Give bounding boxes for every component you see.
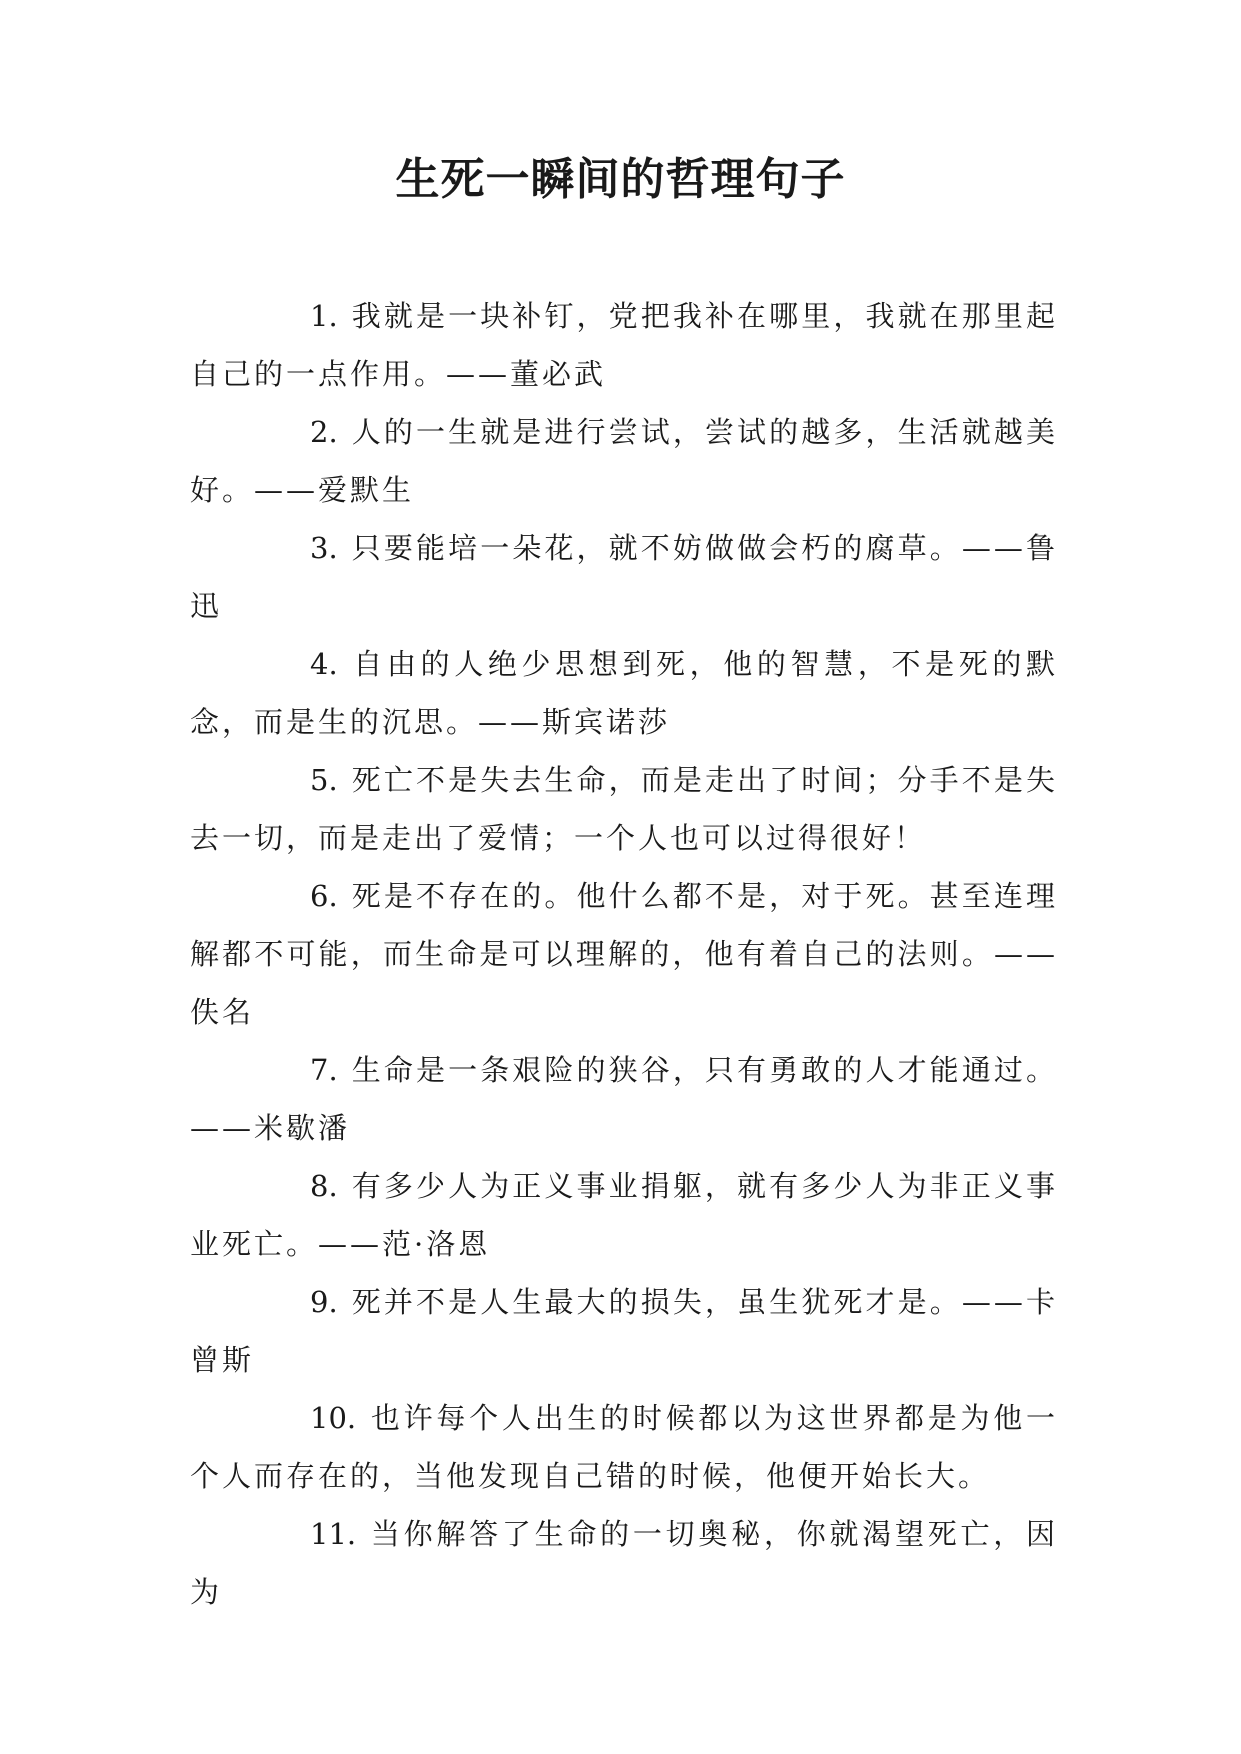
- quote-number: 7.: [310, 1053, 338, 1087]
- quote-item-7: [190, 1041, 1058, 1157]
- quote-list: [190, 287, 1058, 1621]
- quote-number: 1.: [310, 299, 338, 333]
- quote-text: 自由的人绝少思想到死，他的智慧，不是死的默念，而是生的沉思。——斯宾诺莎: [190, 647, 1058, 739]
- quote-number: 6.: [310, 879, 338, 913]
- quote-item-9: [190, 1273, 1058, 1389]
- quote-item-6: [190, 867, 1058, 1041]
- quote-item-10: [190, 1389, 1058, 1505]
- quote-number: 4.: [310, 647, 338, 681]
- quote-text: 生命是一条艰险的狭谷，只有勇敢的人才能通过。——米歇潘: [190, 1053, 1058, 1145]
- quote-number: 3.: [310, 531, 338, 565]
- quote-number: 5.: [310, 763, 338, 797]
- quote-item-2: [190, 403, 1058, 519]
- quote-item-5: [190, 751, 1058, 867]
- quote-item-1: [190, 287, 1058, 403]
- quote-number: 2.: [310, 415, 338, 449]
- quote-item-11: [190, 1505, 1058, 1621]
- quote-number: 9.: [310, 1285, 338, 1319]
- quote-text: 人的一生就是进行尝试，尝试的越多，生活就越美好。——爱默生: [190, 415, 1058, 507]
- quote-text: 死并不是人生最大的损失，虽生犹死才是。——卡曾斯: [190, 1285, 1058, 1377]
- quote-text: 我就是一块补钉，党把我补在哪里，我就在那里起自己的一点作用。——董必武: [190, 299, 1058, 391]
- quote-number: 11.: [310, 1517, 357, 1551]
- quote-text: 也许每个人出生的时候都以为这世界都是为他一个人而存在的，当他发现自己错的时候，他便开始长大。: [190, 1401, 1058, 1493]
- quote-text: 当你解答了生命的一切奥秘，你就渴望死亡，因为: [190, 1517, 1058, 1609]
- quote-number: 10.: [310, 1401, 357, 1435]
- quote-item-3: [190, 519, 1058, 635]
- quote-number: 8.: [310, 1169, 338, 1203]
- page-title: 生死一瞬间的哲理句子: [395, 154, 846, 205]
- quote-item-4: [190, 635, 1058, 751]
- quote-item-8: [190, 1157, 1058, 1273]
- quote-text: 死亡不是失去生命，而是走出了时间；分手不是失去一切，而是走出了爱情；一个人也可以过得很好！: [190, 763, 1058, 855]
- quote-text: 只要能培一朵花，就不妨做做会朽的腐草。——鲁迅: [190, 531, 1058, 623]
- quote-text: 有多少人为正义事业捐躯，就有多少人为非正义事业死亡。——范·洛恩: [190, 1169, 1058, 1261]
- quote-text: 死是不存在的。他什么都不是，对于死。甚至连理解都不可能，而生命是可以理解的，他有着自己的法则。——佚名: [190, 879, 1058, 1029]
